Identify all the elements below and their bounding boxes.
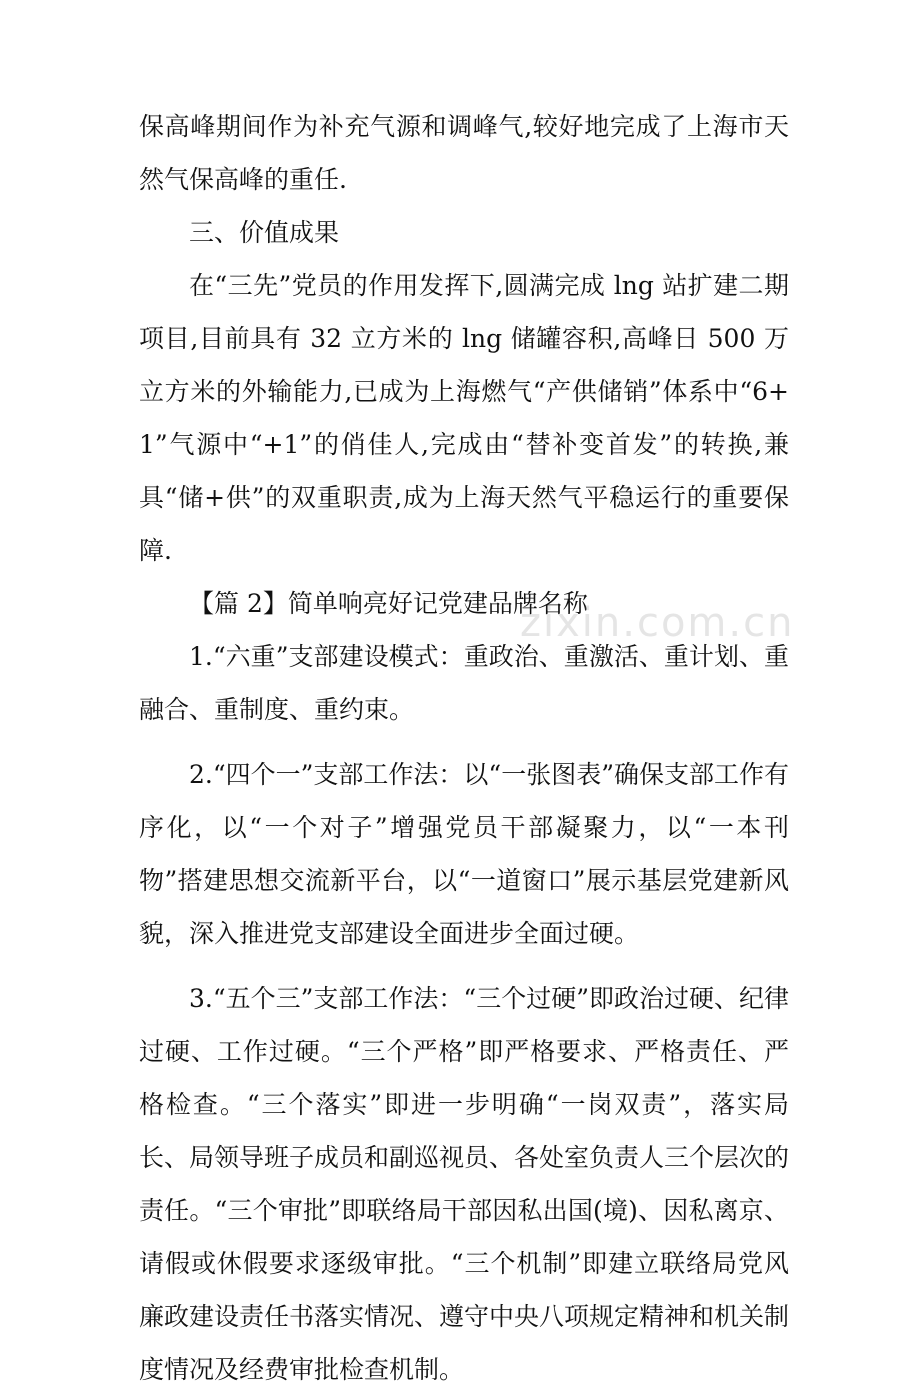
document-body: [139, 100, 789, 1396]
article-heading-brand-names: 【篇 2】简单响亮好记党建品牌名称: [189, 589, 588, 618]
list-item-3: 3.“五个三”支部工作法：“三个过硬”即政治过硬、纪律过硬、工作过硬。“三个严格”即严格要求、严格责任、严格检查。“三个落实”即进一步明确“一岗双责”，落实局长、局领导班子成员和副巡视员、各处室负责人三个层次的责任。“三个审批”即联络局干部因私出国(境)、因私离京、请假或休假要求逐级审批。“三个机制”即建立联络局党风廉政建设责任书落实情况、遵守中央八项规定精神和机关制度情况及经费审批检查机制。: [139, 984, 790, 1384]
paragraph-continuation: 保高峰期间作为补充气源和调峰气,较好地完成了上海市天然气保高峰的重任.: [139, 112, 789, 194]
section-heading-value-results: 三、价值成果: [189, 218, 340, 247]
list-item-2: 2.“四个一”支部工作法：以“一张图表”确保支部工作有序化，以“一个对子”增强党员干部凝聚力，以“一本刊物”搭建思想交流新平台，以“一道窗口”展示基层党建新风貌，深入推进党支部建设全面进步全面过硬。: [139, 760, 789, 948]
site-watermark: zixin.com.cn: [520, 600, 795, 646]
list-item-1: 1.“六重”支部建设模式：重政治、重激活、重计划、重融合、重制度、重约束。: [139, 642, 789, 724]
paragraph-value-results: 在“三先”党员的作用发挥下,圆满完成 lng 站扩建二期项目,目前具有 32 立方米的 lng 储罐容积,高峰日 500 万立方米的外输能力,已成为上海燃气“产供储销”体系中“6+1”气源中“+1”的俏佳人,完成由“替补变首发”的转换,兼具“储+供”的双重职责,成为上海天然气平稳运行的重要保障.: [139, 271, 789, 565]
